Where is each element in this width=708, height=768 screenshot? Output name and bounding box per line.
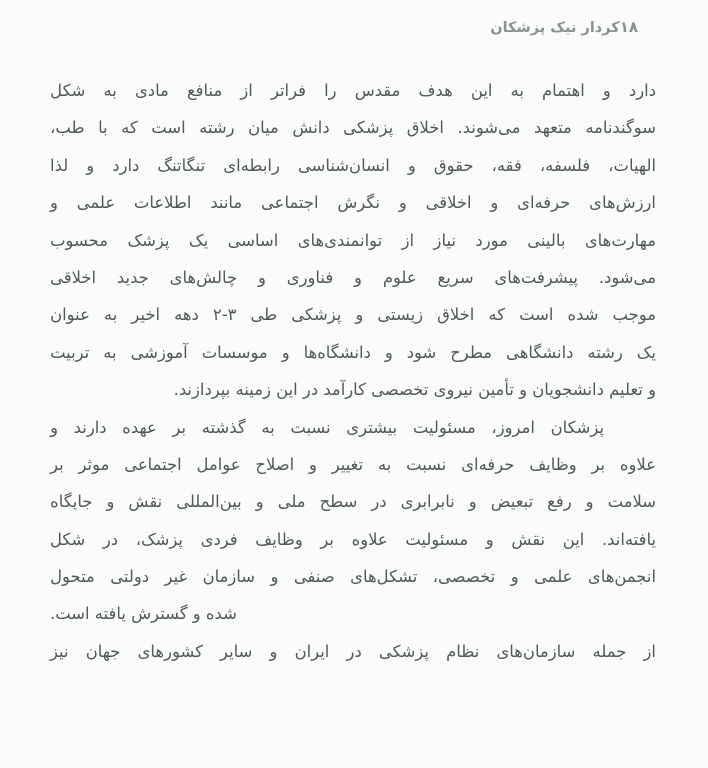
text-word: جهان [85,641,121,661]
text-word: فلسفه، [539,155,591,175]
text-word: نابرابری [400,492,455,512]
text-word: موجب [612,305,656,325]
text-word: جایگاه [50,492,93,512]
text-word: منافع [186,81,223,100]
text-word: می‌شوند. [457,118,521,138]
text-word: طب، [50,118,85,138]
text-word: محسوب [50,230,109,250]
text-word: این [470,81,493,100]
text-word: سازمان [202,567,256,587]
text-word: مورد [475,230,508,250]
text-word: شکل [50,529,86,549]
text-word: که [488,305,505,325]
text-word: و [384,342,393,362]
text-word: مانند [210,193,243,213]
text-word: پزشکان [550,417,604,437]
text-word: و [106,492,115,512]
text-line [50,409,656,446]
text-word: نقش [511,529,546,549]
text-word: به [103,342,117,362]
paragraph [50,409,656,633]
text-word: جمله [592,641,627,661]
text-word: دانش [292,118,330,138]
text-word: اخیر [131,305,161,325]
text-word: و [490,193,499,213]
text-word: را [324,81,337,100]
text-word: دولتی [110,567,150,587]
text-word: امروز، [491,417,535,437]
text-word: در [346,641,362,661]
text-word: به [261,417,275,437]
text-word: نگرش [337,193,381,213]
text-word: بر [320,529,334,549]
text-word: مادی [134,81,169,100]
text-word: و [468,492,477,512]
text-word: مهارت‌های [584,230,656,250]
text-word: و [269,641,278,661]
text-word: نقش [128,492,163,512]
text-word: شده [567,305,599,325]
text-word: اخلاق [406,118,444,138]
text-word: نیز [50,641,69,661]
text-word: و [355,305,364,325]
text-word: از [240,81,253,100]
text-word: یافته‌اند. [601,529,656,549]
text-word: دانشگاه‌ها [303,342,371,362]
text-word: پزشک [127,230,170,250]
text-word: علوم [382,267,417,287]
text-word: و [258,267,266,287]
text-line: و تعلیم دانشجویان و تأمین نیروی تخصصی کارآمد در این زمینه بپردازند. [173,380,656,400]
text-word: وظایف [529,454,577,474]
text-word: دارد [112,155,140,175]
text-word: فراتر [270,81,306,100]
text-word: علمی [76,193,116,213]
text-word: بر [172,417,187,437]
text-word: نظام [446,641,480,661]
running-header [52,18,656,44]
text-line [50,72,656,109]
text-word: عنوان [50,305,90,325]
text-line [50,446,656,483]
text-line [50,147,656,184]
page-text-body [50,72,656,670]
text-word: و [354,267,362,287]
page-number: ۱۸ [619,18,638,36]
text-word: تنگاتنگ [157,155,206,175]
text-word: بر [591,454,606,474]
text-word: تخصصی، [432,567,496,587]
text-word: است [519,305,554,325]
text-word: در [371,492,387,512]
text-word: سایر [220,641,253,661]
text-word: تربیت [50,342,90,362]
text-word: ۲-۳ [212,305,237,325]
text-line [50,483,656,520]
text-word: سوگندنامه [585,118,656,138]
text-word: اصلاح [255,454,295,474]
text-word: رشته [199,118,235,138]
text-word: عهده [122,417,157,437]
text-word: و [510,567,519,587]
text-word: آموزشی [130,342,188,362]
text-word: رشته [587,342,623,362]
text-word: سطح [319,492,358,512]
running-head-title: کردار نیک پزشکان [490,20,620,36]
text-line [50,633,656,670]
text-word: وظایف [255,529,303,549]
text-word: بالینی [527,230,566,250]
text-word: مطرح [450,342,493,362]
text-line: شده و گسترش یافته است. [50,604,237,624]
text-line [50,558,656,595]
text-word: توانمندی‌های [297,230,383,250]
text-word: کشورهای [137,641,203,661]
text-word: با [98,118,108,138]
text-word: می‌شود. [598,267,656,287]
text-word: شود [406,342,437,362]
text-word: این [562,529,585,549]
text-word: فقه، [491,155,522,175]
text-word: و [50,417,58,437]
text-word: از [643,641,656,661]
text-word: انسان‌شناسی [297,155,390,175]
text-word: و [602,81,611,100]
text-word: و [407,155,416,175]
text-word: به [103,305,118,325]
text-word: دانشگاهی [506,342,574,362]
text-word: نسبت [290,417,331,437]
text-word: و [485,529,494,549]
text-word: یک [636,342,656,362]
text-word: علاوه [619,454,656,474]
text-word: موسسات [201,342,268,362]
text-word: ارزش‌های [589,193,656,213]
text-word: در [102,529,119,549]
text-word: هدف [418,81,453,100]
text-word: متعهد [534,118,572,138]
text-word: است [151,118,186,138]
text-line [50,521,656,558]
text-word: به [103,81,117,100]
text-line [50,222,656,259]
text-word: بر [50,454,64,474]
text-word: پزشکی [378,641,429,661]
text-word: علاوه [351,529,388,549]
text-word: یک [188,230,209,250]
text-word: حقوق [433,155,474,175]
text-word: انجمن‌های [587,567,656,587]
text-line [50,184,656,221]
text-word: زیستی [377,305,424,325]
text-word: لذا [50,155,69,175]
text-word: طی [250,305,278,325]
text-word: دارند [73,417,107,437]
text-word: اجتماعی [124,454,182,474]
text-word: نیاز [433,230,456,250]
text-word: صنفی [293,567,335,587]
text-word: تشکل‌های [350,567,418,587]
text-word: موثر [78,454,110,474]
text-word: مقدس [354,81,401,100]
text-line [50,259,656,296]
text-word: رفع [547,492,572,512]
text-word: مسئولیت [412,417,476,437]
text-word: ایران [294,641,330,661]
text-line [50,109,656,146]
text-word: اجتماعی [261,193,319,213]
text-word: علمی [534,567,573,587]
text-word: و [585,492,594,512]
text-word: تغییر [331,454,364,474]
text-word: شکل [50,81,86,100]
text-word: فردی [200,529,238,549]
text-word: متحول [50,567,95,587]
text-word: حرفه‌ای [517,193,571,213]
text-word: و [86,155,95,175]
text-word: دهه [174,305,199,325]
text-word: پزشک، [135,529,183,549]
text-word: پیشرفت‌های [494,267,578,287]
text-word: دارد [628,81,656,100]
paragraph [50,72,656,409]
text-word: اهتمام [542,81,585,100]
text-word: سازمان‌های [496,641,576,661]
text-line [50,296,656,333]
text-word: که [121,118,138,138]
text-word: فناوری [286,267,334,287]
text-word: الهیات، [608,155,656,175]
text-word: اطلاعات [133,193,192,213]
text-word: پزشکی [291,305,342,325]
text-word: و [398,193,407,213]
text-word: سریع [437,267,474,287]
text-word: حرفه‌ای [461,454,515,474]
text-word: و [50,193,58,213]
text-word: نسبت [406,454,447,474]
text-word: و [309,454,317,474]
text-line [50,334,656,371]
text-word: و [255,492,264,512]
text-word: و [281,342,290,362]
text-word: به [377,454,392,474]
text-word: میان [248,118,279,138]
text-word: بیشتری [346,417,398,437]
text-word: جدید [116,267,149,287]
text-word: بین‌المللی [176,492,242,512]
text-word: اخلاق [437,305,475,325]
text-word: اخلاقی [50,267,97,287]
text-word: و [270,567,279,587]
text-word: سلامت [607,492,656,512]
text-word: اخلاقی [425,193,472,213]
text-word: اساسی [227,230,279,250]
text-word: غیر [164,567,188,587]
text-word: عوامل [196,454,241,474]
text-word: به [510,81,524,100]
text-word: گذشته [201,417,246,437]
text-word: تبعیض [490,492,534,512]
text-word: رابطه‌ای [223,155,280,175]
text-word: از [401,230,415,250]
text-word: پزشکی [343,118,394,138]
text-word: ملی [277,492,306,512]
text-word: چالش‌های [169,267,238,287]
text-word: مسئولیت [405,529,469,549]
paragraph [50,633,656,670]
